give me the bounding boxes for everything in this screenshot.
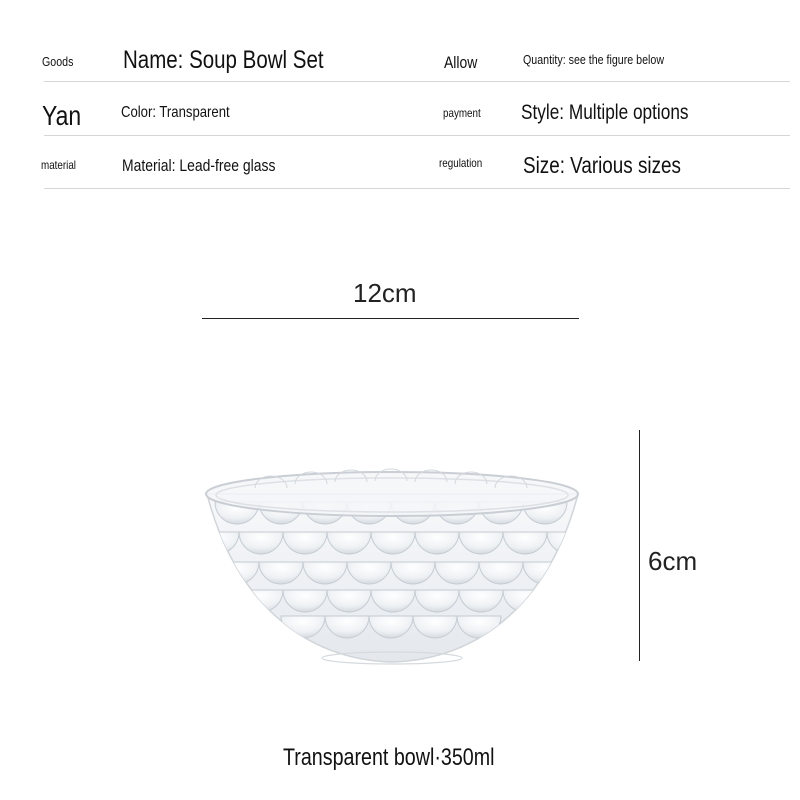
product-caption: Transparent bowl·350ml	[283, 744, 495, 771]
spec-table	[0, 0, 800, 200]
width-dimension-line	[202, 318, 579, 319]
spec-label-yan: Yan	[42, 100, 82, 131]
height-dimension-line	[639, 430, 640, 661]
spec-label-payment: payment	[443, 106, 481, 120]
spec-value-size: Size: Various sizes	[523, 152, 681, 178]
spec-value-name: Name: Soup Bowl Set	[123, 46, 324, 74]
height-dimension-label: 6cm	[648, 546, 698, 576]
row-divider	[44, 188, 790, 189]
glass-bowl-image	[195, 462, 590, 672]
spec-value-material: Material: Lead-free glass	[122, 156, 276, 175]
spec-label-regulation: regulation	[439, 156, 483, 170]
row-divider	[44, 135, 790, 136]
spec-label-goods: Goods	[42, 54, 74, 69]
spec-value-color: Color: Transparent	[121, 104, 230, 121]
spec-label-material: material	[41, 158, 77, 172]
spec-value-style: Style: Multiple options	[521, 101, 689, 124]
spec-value-quantity: Quantity: see the figure below	[523, 52, 665, 67]
width-dimension-label: 12cm	[353, 278, 417, 308]
row-divider	[44, 81, 790, 82]
spec-label-allow: Allow	[444, 53, 478, 72]
